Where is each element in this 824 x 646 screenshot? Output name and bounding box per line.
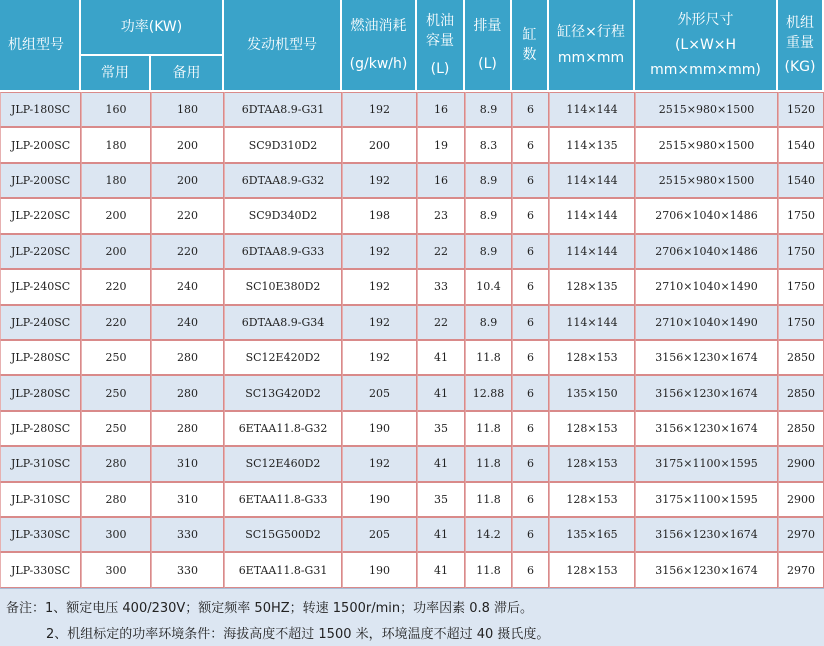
header-power-prime: 常用	[81, 56, 151, 92]
cell-fuel-consumption: 192	[342, 446, 417, 481]
table-row	[0, 92, 824, 127]
cell-fuel-consumption: 205	[342, 375, 417, 410]
cell-displacement: 11.8	[465, 446, 512, 481]
cell-fuel-consumption: 190	[342, 482, 417, 517]
cell-fuel-consumption: 200	[342, 127, 417, 162]
cell-bore-stroke: 135×165	[549, 517, 635, 552]
cell-oil-capacity: 22	[417, 305, 465, 340]
cell-model: JLP-240SC	[0, 269, 81, 304]
cell-standby-power: 310	[151, 482, 224, 517]
cell-prime-power: 220	[81, 269, 151, 304]
header-weight	[778, 0, 824, 92]
cell-oil-capacity: 41	[417, 517, 465, 552]
cell-weight: 1750	[778, 269, 824, 304]
cell-standby-power: 310	[151, 446, 224, 481]
table-row	[0, 482, 824, 517]
cell-dimensions: 2706×1040×1486	[635, 198, 778, 233]
cell-displacement: 10.4	[465, 269, 512, 304]
cell-dimensions: 3175×1100×1595	[635, 446, 778, 481]
header-weight-label: 机组 重量	[786, 15, 815, 51]
cell-fuel-consumption: 190	[342, 411, 417, 446]
header-dimensions-unit: mm×mm×mm)	[650, 62, 761, 78]
header-engine: 发动机型号	[224, 0, 342, 92]
cell-dimensions: 3156×1230×1674	[635, 411, 778, 446]
cell-standby-power: 240	[151, 269, 224, 304]
cell-dimensions: 3156×1230×1674	[635, 340, 778, 375]
cell-standby-power: 220	[151, 198, 224, 233]
cell-standby-power: 200	[151, 163, 224, 198]
table-row	[0, 375, 824, 410]
cell-displacement: 11.8	[465, 411, 512, 446]
header-cylinders: 缸 数	[512, 0, 549, 92]
cell-displacement: 11.8	[465, 340, 512, 375]
cell-standby-power: 240	[151, 305, 224, 340]
cell-oil-capacity: 41	[417, 552, 465, 588]
cell-dimensions: 3175×1100×1595	[635, 482, 778, 517]
cell-weight: 2900	[778, 446, 824, 481]
cell-prime-power: 300	[81, 552, 151, 588]
cell-oil-capacity: 41	[417, 375, 465, 410]
cell-fuel-consumption: 192	[342, 163, 417, 198]
cell-bore-stroke: 114×144	[549, 92, 635, 127]
cell-weight: 2970	[778, 517, 824, 552]
cell-weight: 1750	[778, 234, 824, 269]
cell-displacement: 8.9	[465, 163, 512, 198]
cell-standby-power: 330	[151, 552, 224, 588]
cell-weight: 2850	[778, 340, 824, 375]
table-row	[0, 163, 824, 198]
cell-oil-capacity: 41	[417, 446, 465, 481]
cell-bore-stroke: 128×135	[549, 269, 635, 304]
cell-oil-capacity: 41	[417, 340, 465, 375]
cell-standby-power: 280	[151, 411, 224, 446]
cell-bore-stroke: 114×144	[549, 163, 635, 198]
header-dimensions	[635, 0, 778, 92]
cell-cylinders: 6	[512, 92, 549, 127]
table-row	[0, 340, 824, 375]
cell-bore-stroke: 114×144	[549, 234, 635, 269]
cell-weight: 1540	[778, 163, 824, 198]
cell-model: JLP-180SC	[0, 92, 81, 127]
cell-fuel-consumption: 192	[342, 92, 417, 127]
cell-fuel-consumption: 192	[342, 305, 417, 340]
cell-dimensions: 2710×1040×1490	[635, 269, 778, 304]
cell-dimensions: 2706×1040×1486	[635, 234, 778, 269]
header-fuel-unit: (g/kw/h)	[349, 56, 408, 72]
cell-prime-power: 250	[81, 340, 151, 375]
table-body	[0, 92, 824, 588]
table-row	[0, 234, 824, 269]
table-row	[0, 517, 824, 552]
cell-standby-power: 220	[151, 234, 224, 269]
header-oil-unit: (L)	[430, 61, 450, 77]
cell-oil-capacity: 16	[417, 163, 465, 198]
cell-oil-capacity: 16	[417, 92, 465, 127]
cell-weight: 2900	[778, 482, 824, 517]
header-displacement-label: 排量	[473, 18, 502, 34]
cell-model: JLP-280SC	[0, 375, 81, 410]
cell-oil-capacity: 35	[417, 482, 465, 517]
cell-weight: 1750	[778, 305, 824, 340]
note-line-2: 2、机组标定的功率环境条件：海拔高度不超过 1500 米，环境温度不超过 40 摄氏度。	[46, 627, 550, 642]
cell-displacement: 11.8	[465, 552, 512, 588]
cell-displacement: 8.9	[465, 92, 512, 127]
header-weight-unit: (KG)	[784, 59, 816, 75]
cell-standby-power: 200	[151, 127, 224, 162]
cell-model: JLP-330SC	[0, 552, 81, 588]
cell-oil-capacity: 33	[417, 269, 465, 304]
header-fuel-label: 燃油消耗	[350, 18, 407, 34]
cell-cylinders: 6	[512, 552, 549, 588]
cell-fuel-consumption: 198	[342, 198, 417, 233]
cell-cylinders: 6	[512, 340, 549, 375]
cell-engine: SC10E380D2	[224, 269, 342, 304]
cell-prime-power: 180	[81, 163, 151, 198]
header-bore-label: 缸径×行程	[557, 24, 625, 40]
cell-model: JLP-310SC	[0, 446, 81, 481]
cell-fuel-consumption: 192	[342, 234, 417, 269]
note-line-1: 备注：1、额定电压 400/230V；额定频率 50HZ；转速 1500r/min；功率因素 0.8 滞后。	[6, 601, 534, 616]
cell-cylinders: 6	[512, 482, 549, 517]
cell-engine: SC12E460D2	[224, 446, 342, 481]
cell-oil-capacity: 23	[417, 198, 465, 233]
cell-model: JLP-280SC	[0, 340, 81, 375]
table-row	[0, 552, 824, 588]
cell-model: JLP-240SC	[0, 305, 81, 340]
table-row	[0, 411, 824, 446]
header-displacement-unit: (L)	[478, 56, 497, 72]
cell-fuel-consumption: 190	[342, 552, 417, 588]
cell-fuel-consumption: 192	[342, 269, 417, 304]
cell-cylinders: 6	[512, 269, 549, 304]
cell-prime-power: 280	[81, 482, 151, 517]
cell-weight: 1750	[778, 198, 824, 233]
cell-bore-stroke: 128×153	[549, 482, 635, 517]
cell-weight: 2850	[778, 411, 824, 446]
header-bore	[549, 0, 635, 92]
cell-dimensions: 3156×1230×1674	[635, 552, 778, 588]
cell-dimensions: 2515×980×1500	[635, 92, 778, 127]
cell-bore-stroke: 128×153	[549, 552, 635, 588]
cell-fuel-consumption: 205	[342, 517, 417, 552]
table-row	[0, 269, 824, 304]
cell-engine: SC12E420D2	[224, 340, 342, 375]
cell-displacement: 12.88	[465, 375, 512, 410]
cell-engine: 6DTAA8.9-G31	[224, 92, 342, 127]
notes-section	[0, 588, 824, 646]
header-oil	[417, 0, 465, 92]
cell-weight: 1520	[778, 92, 824, 127]
cell-bore-stroke: 114×144	[549, 305, 635, 340]
header-dimensions-sub: (L×W×H	[674, 37, 737, 53]
header-power-standby: 备用	[151, 56, 224, 92]
cell-displacement: 8.9	[465, 234, 512, 269]
cell-engine: 6DTAA8.9-G33	[224, 234, 342, 269]
cell-bore-stroke: 128×153	[549, 340, 635, 375]
cell-weight: 1540	[778, 127, 824, 162]
cell-engine: SC13G420D2	[224, 375, 342, 410]
cell-dimensions: 3156×1230×1674	[635, 517, 778, 552]
cell-model: JLP-310SC	[0, 482, 81, 517]
cell-cylinders: 6	[512, 411, 549, 446]
cell-standby-power: 180	[151, 92, 224, 127]
cell-cylinders: 6	[512, 127, 549, 162]
cell-bore-stroke: 114×144	[549, 198, 635, 233]
header-fuel	[342, 0, 417, 92]
cell-displacement: 8.9	[465, 198, 512, 233]
cell-dimensions: 3156×1230×1674	[635, 375, 778, 410]
cell-fuel-consumption: 192	[342, 340, 417, 375]
cell-cylinders: 6	[512, 163, 549, 198]
cell-prime-power: 200	[81, 198, 151, 233]
cell-displacement: 11.8	[465, 482, 512, 517]
cell-engine: 6ETAA11.8-G33	[224, 482, 342, 517]
cell-bore-stroke: 135×150	[549, 375, 635, 410]
cell-prime-power: 300	[81, 517, 151, 552]
cell-prime-power: 180	[81, 127, 151, 162]
cell-bore-stroke: 128×153	[549, 446, 635, 481]
cell-prime-power: 250	[81, 411, 151, 446]
cell-model: JLP-200SC	[0, 163, 81, 198]
cell-weight: 2850	[778, 375, 824, 410]
cell-engine: 6ETAA11.8-G32	[224, 411, 342, 446]
cell-dimensions: 2515×980×1500	[635, 127, 778, 162]
cell-oil-capacity: 35	[417, 411, 465, 446]
header-power: 功率(KW)	[81, 0, 224, 56]
cell-engine: 6ETAA11.8-G31	[224, 552, 342, 588]
header-oil-label: 机油 容量	[426, 13, 455, 49]
cell-oil-capacity: 22	[417, 234, 465, 269]
cell-dimensions: 2515×980×1500	[635, 163, 778, 198]
cell-displacement: 8.9	[465, 305, 512, 340]
cell-cylinders: 6	[512, 305, 549, 340]
cell-weight: 2970	[778, 552, 824, 588]
header-model: 机组型号	[0, 0, 81, 92]
cell-model: JLP-220SC	[0, 234, 81, 269]
header-bore-unit: mm×mm	[557, 50, 625, 66]
cell-engine: 6DTAA8.9-G34	[224, 305, 342, 340]
table-row	[0, 305, 824, 340]
cell-oil-capacity: 19	[417, 127, 465, 162]
header-dimensions-label: 外形尺寸	[677, 12, 734, 28]
cell-engine: SC9D340D2	[224, 198, 342, 233]
cell-engine: 6DTAA8.9-G32	[224, 163, 342, 198]
cell-standby-power: 280	[151, 340, 224, 375]
cell-prime-power: 200	[81, 234, 151, 269]
cell-cylinders: 6	[512, 375, 549, 410]
cell-engine: SC9D310D2	[224, 127, 342, 162]
cell-model: JLP-280SC	[0, 411, 81, 446]
cell-cylinders: 6	[512, 198, 549, 233]
table-row	[0, 198, 824, 233]
cell-prime-power: 250	[81, 375, 151, 410]
cell-bore-stroke: 114×135	[549, 127, 635, 162]
cell-displacement: 8.3	[465, 127, 512, 162]
cell-model: JLP-220SC	[0, 198, 81, 233]
cell-cylinders: 6	[512, 517, 549, 552]
cell-standby-power: 330	[151, 517, 224, 552]
table-row	[0, 446, 824, 481]
header-displacement	[465, 0, 512, 92]
cell-dimensions: 2710×1040×1490	[635, 305, 778, 340]
cell-engine: SC15G500D2	[224, 517, 342, 552]
cell-model: JLP-330SC	[0, 517, 81, 552]
cell-prime-power: 280	[81, 446, 151, 481]
cell-cylinders: 6	[512, 234, 549, 269]
cell-prime-power: 160	[81, 92, 151, 127]
cell-bore-stroke: 128×153	[549, 411, 635, 446]
cell-standby-power: 280	[151, 375, 224, 410]
cell-cylinders: 6	[512, 446, 549, 481]
cell-model: JLP-200SC	[0, 127, 81, 162]
cell-prime-power: 220	[81, 305, 151, 340]
cell-displacement: 14.2	[465, 517, 512, 552]
table-row	[0, 127, 824, 162]
